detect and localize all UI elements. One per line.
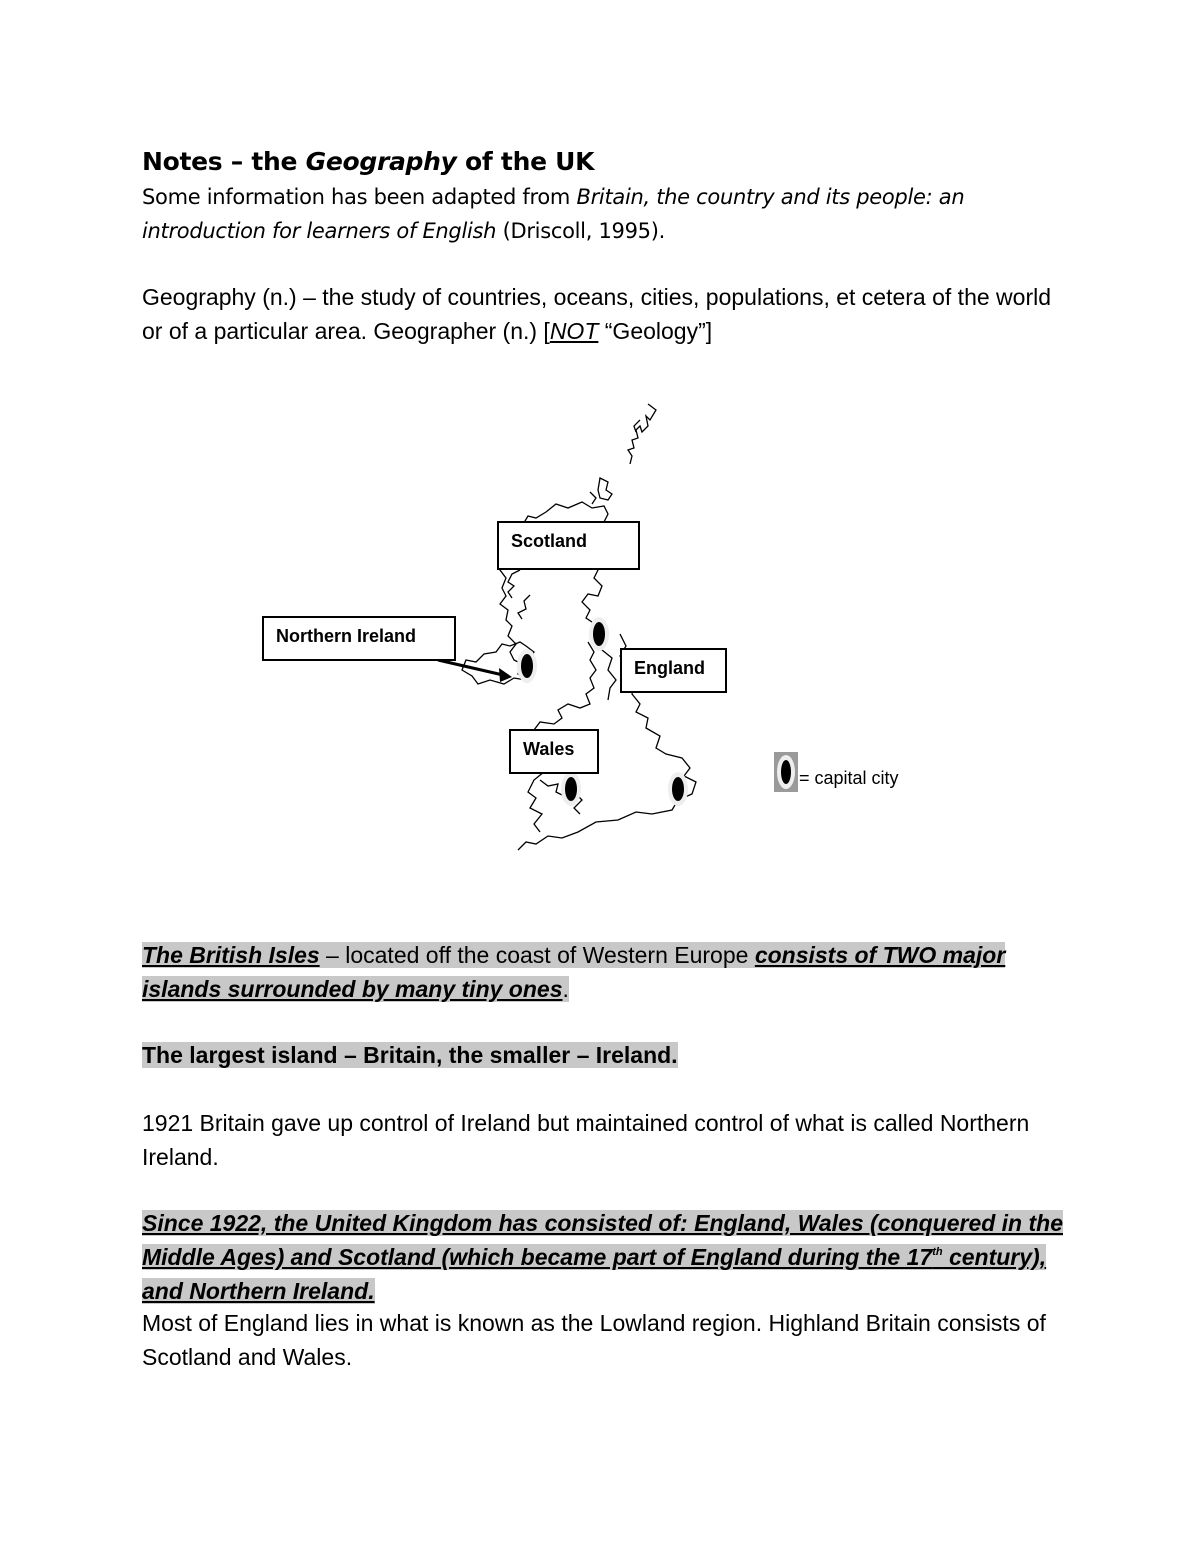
british-isles-paragraph: The British Isles – located off the coast of Western Europe consists of TWO major islands surrounded by many tiny ones. bbox=[142, 942, 1006, 1002]
capital-markers bbox=[517, 617, 688, 806]
legend-capital-icon bbox=[781, 760, 791, 784]
uk-composition-paragraph: Since 1922, the United Kingdom has consisted of: England, Wales (conquered in the Middle Ages) and Scotland (which became part of England during the 17th century), and Northern Ireland. bbox=[142, 1210, 1063, 1304]
largest-island-paragraph: The largest island – Britain, the smaller – Ireland. bbox=[142, 1042, 678, 1068]
uk-map-figure bbox=[0, 380, 1200, 880]
capital-marker-edinburgh bbox=[593, 622, 605, 646]
geography-definition: Geography (n.) – the study of countries, oceans, cities, populations, et cetera of the world or of a particular area. Geographer (n.) [NOT “Geology”] bbox=[142, 284, 1052, 344]
capital-marker-london bbox=[672, 777, 684, 801]
ireland-1921-paragraph: 1921 Britain gave up control of Ireland but maintained control of what is called Northern Ireland. bbox=[142, 1110, 1030, 1170]
label-scotland: Scotland bbox=[497, 521, 640, 570]
arrow-line bbox=[438, 660, 503, 675]
capital-marker-belfast bbox=[521, 654, 533, 678]
book-title: Britain, the country and its people: an introduction for learners of English bbox=[142, 185, 965, 243]
uk-map-outline bbox=[0, 380, 1200, 880]
label-wales: Wales bbox=[509, 729, 599, 774]
legend-text: = capital city bbox=[799, 768, 899, 788]
lowland-highland-paragraph: Most of England lies in what is known as the Lowland region. Highland Britain consists of Scotland and Wales. bbox=[142, 1310, 1046, 1370]
source-note: Some information has been adapted from Britain, the country and its people: an introduction for learners of English (Driscoll, 1995). bbox=[142, 185, 965, 243]
label-northern-ireland: Northern Ireland bbox=[262, 616, 456, 661]
page-title: Notes – the Geography of the UK bbox=[142, 147, 595, 176]
capital-marker-cardiff bbox=[565, 777, 577, 801]
label-england: England bbox=[620, 648, 727, 693]
